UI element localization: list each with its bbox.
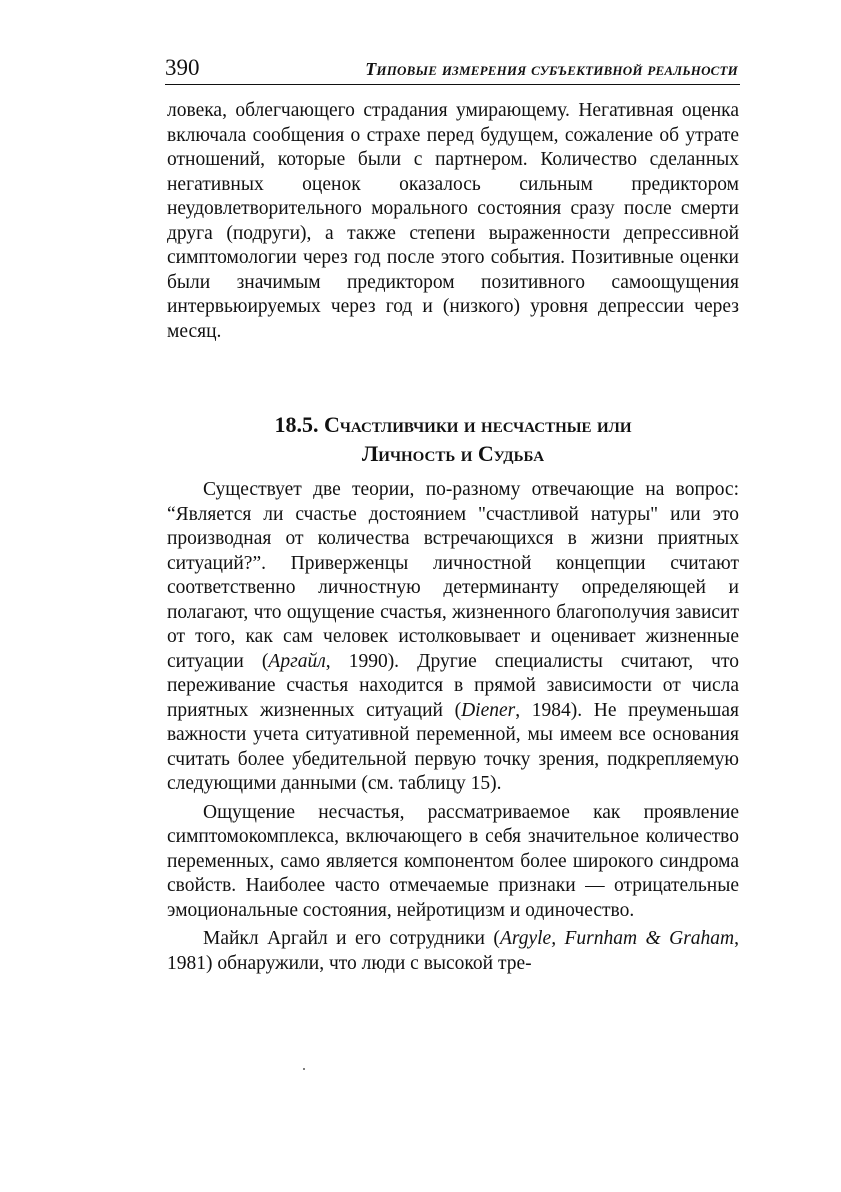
citation-argyle-furnham-graham: Argyle, Furnham & Graham bbox=[499, 928, 735, 949]
body-paragraph-2: Ощущение несчастья, рассматриваемое как проявление симптомокомплекса, включающего в себя значительное количество переменных, само является компонентом более широкого синдрома свойств. Наиболее часто отмечаемые признаки — отрицательные эмоциональные состояния, нейротицизм и одиночество. bbox=[167, 801, 739, 921]
scan-speck bbox=[303, 1068, 305, 1070]
para1-text-a: Существует две теории, по-разному отвечающие на вопрос: “Является ли счастье достоянием "счастливой натуры" или это производная от количества встречающихся в жизни приятных ситуаций?”. Приверженцы личностной концепции считают соответственно личностную детерминанту определяющей и полагают, что ощущение счастья, жизненного благополучия зависит от того, как сам человек истолковывает и оценивает жизненные ситуации ( bbox=[167, 479, 739, 672]
section-heading bbox=[167, 410, 739, 468]
para3-text-b: , 1981) обнаружили, что люди с высокой тре- bbox=[167, 928, 739, 974]
para1-text-c: , 1984). Не преуменьшая важности учета ситуативной переменной, мы имеем все основания считать более убедительной первую точку зрения, подкрепляемую следующими данными (см. таблицу 15). bbox=[167, 699, 739, 794]
page-number: 390 bbox=[165, 55, 200, 80]
para3-text-a: Майкл Аргайл и его сотрудники ( bbox=[203, 928, 500, 949]
section-number: 18.5. bbox=[274, 412, 319, 437]
section-heading-line1 bbox=[167, 410, 739, 439]
top-paragraph: ловека, облегчающего страдания умирающему. Негативная оценка включала сообщения о страхе перед будущем, сожаление об утрате отношений, которые были с партнером. Количество сделанных негативных оценок оказалось сильным предиктором неудовлетворительного морального состояния сразу после смерти друга (подруги), а также степени выраженности депрессивной симптомологии через год после этого события. Позитивные оценки были значимым предиктором позитивного самоощущения интервьюируемых через год и (низкого) уровня депрессии через месяц. bbox=[167, 100, 739, 342]
citation-argyle-ru: Аргайл bbox=[268, 650, 326, 672]
section-body bbox=[167, 478, 739, 980]
section-title-line2: Личность и Судьба bbox=[361, 441, 545, 466]
body-paragraph-1 bbox=[167, 478, 739, 797]
section-heading-line2 bbox=[167, 439, 739, 468]
para1-text-b: , 1990). Другие специалисты считают, что переживание счастья находится в прямой зависимости от числа приятных жизненных ситуаций ( bbox=[167, 650, 739, 721]
section-title-line1: Счастливчики и несчастные или bbox=[323, 412, 632, 437]
running-title: Типовые измерения субъективной реальности bbox=[365, 59, 738, 79]
citation-diener: Diener bbox=[461, 699, 516, 721]
page-header bbox=[165, 54, 740, 85]
top-paragraph-block bbox=[167, 99, 739, 348]
body-paragraph-3 bbox=[167, 927, 739, 976]
